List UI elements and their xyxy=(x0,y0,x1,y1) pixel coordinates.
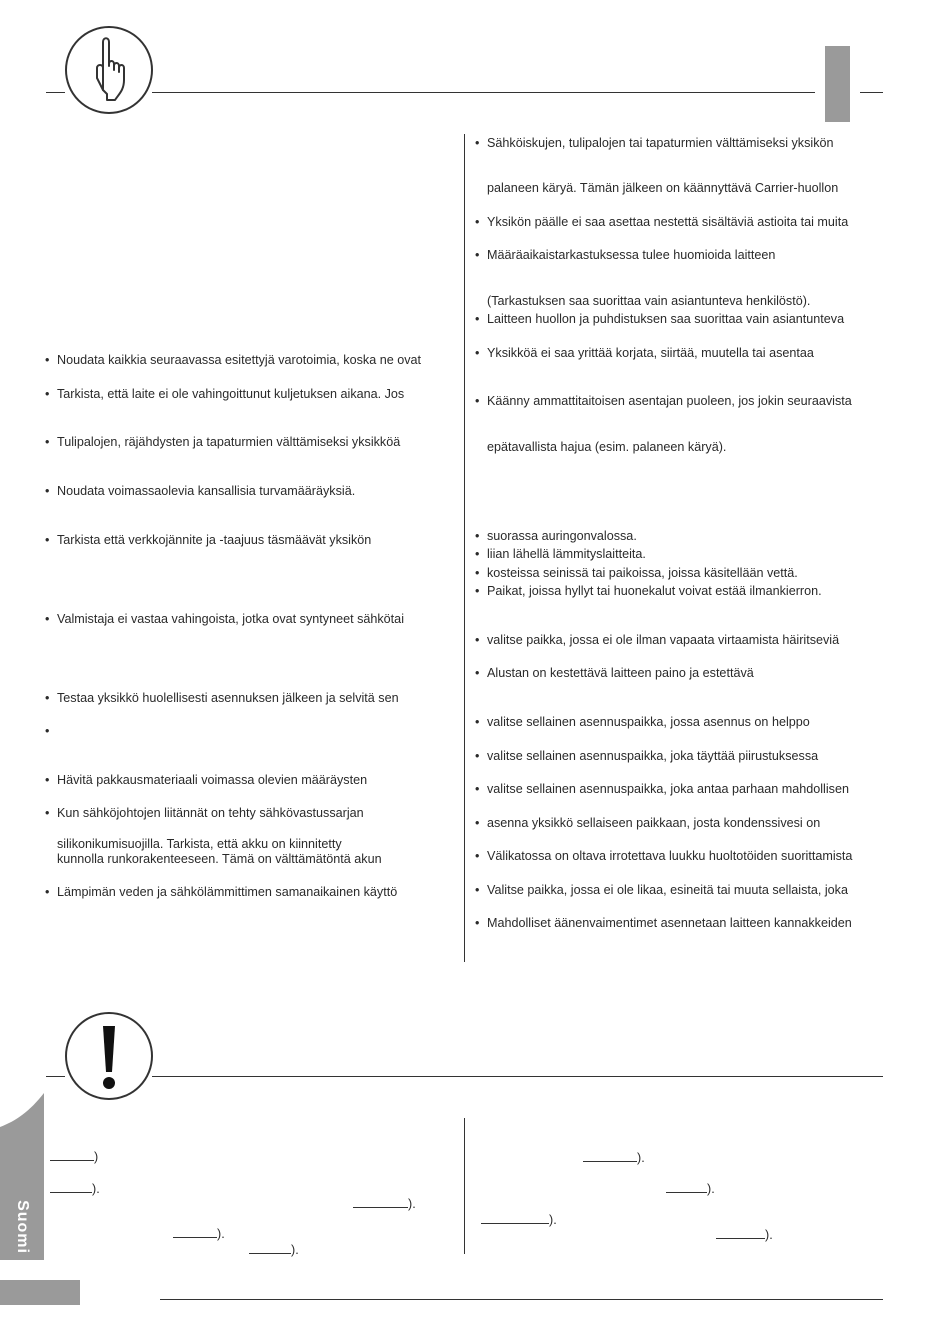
blank-underline xyxy=(481,1210,549,1224)
bullet-dot: • xyxy=(475,916,480,930)
bullet-text: Tarkista että verkkojännite ja -taajuus täsmäävät yksikön xyxy=(57,533,372,547)
fill-in-blank xyxy=(50,1179,100,1197)
page-number-block xyxy=(0,1280,80,1305)
bullet-text: valitse paikka, jossa ei ole ilman vapaata virtaamista häiritseviä xyxy=(487,633,840,647)
bullet-text: Noudata kaikkia seuraavassa esitettyjä varotoimia, koska ne ovat xyxy=(57,353,422,367)
bullet-text: Välikatossa on oltava irrotettava luukku huoltotöiden suorittamista xyxy=(487,849,853,863)
paragraph-line: epätavallista hajua (esim. palaneen käryä). xyxy=(487,440,727,454)
bullet-text: Käänny ammattitaitoisen asentajan puoleen, jos jokin seuraavista xyxy=(487,394,852,408)
bullet-text: Yksikköä ei saa yrittää korjata, siirtää, muutella tai asentaa xyxy=(487,346,814,360)
bullet-dot: • xyxy=(45,691,50,705)
bullet-dot: • xyxy=(45,387,50,401)
bullet-dot: • xyxy=(475,136,480,150)
bullet-dot: • xyxy=(475,584,480,598)
bullet-dot: • xyxy=(475,248,480,262)
blank-suffix: ). xyxy=(217,1227,225,1241)
blank-underline xyxy=(173,1224,217,1238)
bullet-dot: • xyxy=(475,312,480,326)
blank-suffix: ). xyxy=(408,1197,416,1211)
paragraph-line: palaneen käryä. Tämän jälkeen on käännyttävä Carrier-huollon xyxy=(487,181,839,195)
top-rule-right xyxy=(860,92,883,93)
bullet-text: Noudata voimassaolevia kansallisia turvamääräyksiä. xyxy=(57,484,356,498)
bullet-text: Valitse paikka, jossa ei ole likaa, esineitä tai muuta sellaista, joka xyxy=(487,883,848,897)
bullet-dot: • xyxy=(475,346,480,360)
bullet-text: Yksikön päälle ei saa asettaa nestettä sisältäviä astioita tai muita xyxy=(487,215,849,229)
blank-suffix: ). xyxy=(92,1182,100,1196)
bottom-rule-left xyxy=(46,1076,65,1077)
blank-underline xyxy=(583,1148,637,1162)
column-divider-top xyxy=(464,134,465,962)
bullet-text: asenna yksikkö sellaiseen paikkaan, josta kondenssivesi on xyxy=(487,816,821,830)
fill-in-blank xyxy=(353,1194,416,1212)
bullet-dot: • xyxy=(45,773,50,787)
bullet-dot: • xyxy=(45,612,50,626)
blank-underline xyxy=(666,1179,707,1193)
bullet-text: valitse sellainen asennuspaikka, joka täyttää piirustuksessa xyxy=(487,749,819,763)
paragraph-line: silikonikumisuojilla. Tarkista, että akku on kiinnitetty xyxy=(57,837,342,851)
bullet-text: liian lähellä lämmityslaitteita. xyxy=(487,547,646,561)
bullet-text: Paikat, joissa hyllyt tai huonekalut voivat estää ilmankierron. xyxy=(487,584,822,598)
bullet-dot: • xyxy=(475,849,480,863)
bullet-dot: • xyxy=(475,633,480,647)
bullet-text: Sähköiskujen, tulipalojen tai tapaturmien välttämiseksi yksikön xyxy=(487,136,834,150)
bullet-text: Hävitä pakkausmateriaali voimassa olevien määräysten xyxy=(57,773,368,787)
blank-underline xyxy=(353,1194,408,1208)
fill-in-blank xyxy=(583,1148,645,1166)
bullet-dot: • xyxy=(45,533,50,547)
bottom-rule-main xyxy=(152,1076,883,1077)
bullet-text: valitse sellainen asennuspaikka, jossa asennus on helppo xyxy=(487,715,810,729)
blank-underline xyxy=(50,1147,94,1161)
footer-rule xyxy=(160,1299,883,1300)
bullet-text: Alustan on kestettävä laitteen paino ja estettävä xyxy=(487,666,754,680)
blank-suffix: ). xyxy=(707,1182,715,1196)
bullet-text: Mahdolliset äänenvaimentimet asennetaan laitteen kannakkeiden xyxy=(487,916,852,930)
bullet-text: Laitteen huollon ja puhdistuksen saa suorittaa vain asiantunteva xyxy=(487,312,845,326)
bullet-text: Tarkista, että laite ei ole vahingoittunut kuljetuksen aikana. Jos xyxy=(57,387,405,401)
fill-in-blank xyxy=(666,1179,715,1197)
blank-underline xyxy=(50,1179,92,1193)
bullet-text: Testaa yksikkö huolellisesti asennuksen jälkeen ja selvitä sen xyxy=(57,691,399,705)
bullet-text: Lämpimän veden ja sähkölämmittimen samanaikainen käyttö xyxy=(57,885,398,899)
bullet-dot: • xyxy=(475,715,480,729)
fill-in-blank xyxy=(50,1147,98,1165)
blank-underline xyxy=(716,1225,765,1239)
blank-suffix: ). xyxy=(765,1228,773,1242)
bullet-dot: • xyxy=(475,666,480,680)
column-divider-bottom xyxy=(464,1118,465,1254)
top-right-tab xyxy=(825,46,850,122)
fill-in-blank xyxy=(716,1225,773,1243)
blank-suffix: ). xyxy=(637,1151,645,1165)
fill-in-blank xyxy=(481,1210,557,1228)
bullet-dot: • xyxy=(45,724,50,738)
bullet-text: Valmistaja ei vastaa vahingoista, jotka ovat syntyneet sähkötai xyxy=(57,612,404,626)
bullet-text: Määräaikaistarkastuksessa tulee huomioida laitteen xyxy=(487,248,776,262)
bullet-dot: • xyxy=(475,749,480,763)
fill-in-blank xyxy=(249,1240,299,1258)
bullet-text: Kun sähköjohtojen liitännät on tehty sähkövastussarjan xyxy=(57,806,364,820)
blank-suffix: ). xyxy=(291,1243,299,1257)
bullet-text: kosteissa seinissä tai paikoissa, joissa käsitellään vettä. xyxy=(487,566,798,580)
blank-underline xyxy=(249,1240,291,1254)
exclamation-icon xyxy=(65,1012,153,1100)
top-rule-main xyxy=(152,92,815,93)
top-rule-left xyxy=(46,92,65,93)
bullet-dot: • xyxy=(45,885,50,899)
bullet-dot: • xyxy=(475,782,480,796)
bullet-dot: • xyxy=(475,215,480,229)
bullet-dot: • xyxy=(45,353,50,367)
blank-suffix: ) xyxy=(94,1150,99,1164)
fill-in-blank xyxy=(173,1224,225,1242)
paragraph-line: kunnolla runkorakenteeseen. Tämä on välttämätöntä akun xyxy=(57,852,382,866)
language-tab xyxy=(0,1093,44,1260)
pointing-hand-icon xyxy=(65,26,153,114)
bullet-dot: • xyxy=(475,566,480,580)
bullet-dot: • xyxy=(475,394,480,408)
bullet-dot: • xyxy=(475,547,480,561)
blank-suffix: ). xyxy=(549,1213,557,1227)
paragraph-line: (Tarkastuksen saa suorittaa vain asiantunteva henkilöstö). xyxy=(487,294,811,308)
bullet-dot: • xyxy=(475,816,480,830)
bullet-dot: • xyxy=(45,806,50,820)
bullet-text: Tulipalojen, räjähdysten ja tapaturmien välttämiseksi yksikköä xyxy=(57,435,401,449)
language-label: Suomi xyxy=(14,1200,31,1254)
bullet-text: suorassa auringonvalossa. xyxy=(487,529,637,543)
bullet-dot: • xyxy=(45,435,50,449)
bullet-dot: • xyxy=(475,883,480,897)
bullet-dot: • xyxy=(475,529,480,543)
bullet-text: valitse sellainen asennuspaikka, joka antaa parhaan mahdollisen xyxy=(487,782,849,796)
bullet-dot: • xyxy=(45,484,50,498)
